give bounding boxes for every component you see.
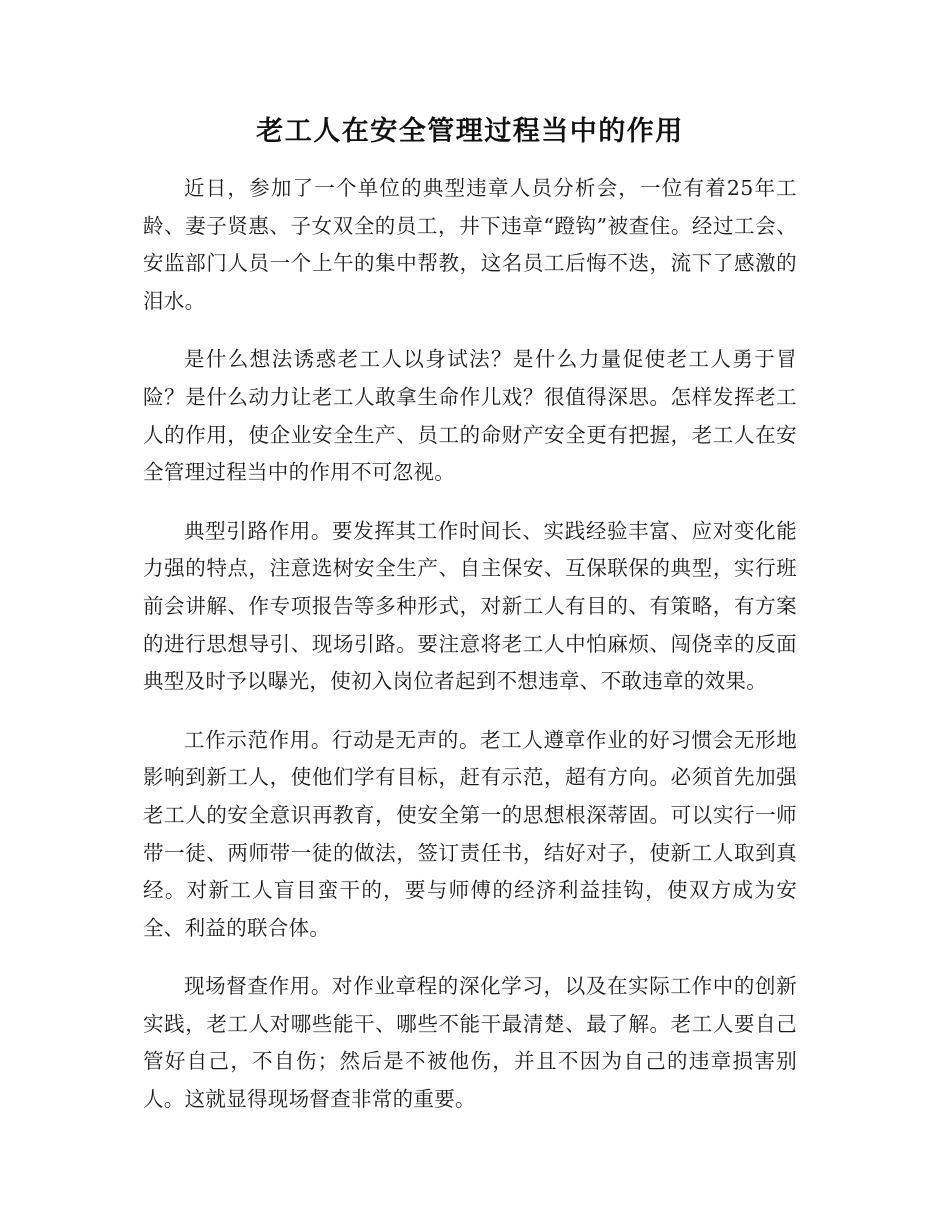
paragraph-5: 现场督查作用。对作业章程的深化学习，以及在实际工作中的创新实践，老工人对哪些能干、哪些不能干最清楚、最了解。老工人要自己管好自己，不自伤；然后是不被他伤，并且不因为自己的违章损害别人。这就显得现场督查非常的重要。 [143, 974, 797, 1112]
paragraph-1: 近日，参加了一个单位的典型违章人员分析会，一位有着25年工龄、妻子贤惠、子女双全的员工，井下违章“蹬钩”被查住。经过工会、安监部门人员一个上午的集中帮教，这名员工后悔不迭，流下了感激的泪水。 [143, 176, 797, 313]
paragraph-4: 工作示范作用。行动是无声的。老工人遵章作业的好习惯会无形地影响到新工人，使他们学有目标，赶有示范，超有方向。必须首先加强老工人的安全意识再教育，使安全第一的思想根深蒂固。可以实行一师带一徒、两师带一徒的做法，签订责任书，结好对子，使新工人取到真经。对新工人盲目蛮干的，要与师傅的经济利益挂钩，使双方成为安全、利益的联合体。 [143, 727, 797, 940]
document-page [143, 112, 797, 1140]
paragraph-2: 是什么想法诱惑老工人以身试法？是什么力量促使老工人勇于冒险？是什么动力让老工人敢拿生命作儿戏？很值得深思。怎样发挥老工人的作用，使企业安全生产、员工的命财产安全更有把握，老工人在安全管理过程当中的作用不可忽视。 [143, 347, 797, 485]
document-title: 老工人在安全管理过程当中的作用 [256, 116, 684, 147]
paragraph-3: 典型引路作用。要发挥其工作时间长、实践经验丰富、应对变化能力强的特点，注意选树安全生产、自主保安、互保联保的典型，实行班前会讲解、作专项报告等多种形式，对新工人有目的、有策略，有方案的进行思想导引、现场引路。要注意将老工人中怕麻烦、闯侥幸的反面典型及时予以曝光，使初入岗位者起到不想违章、不敢违章的效果。 [143, 518, 797, 694]
